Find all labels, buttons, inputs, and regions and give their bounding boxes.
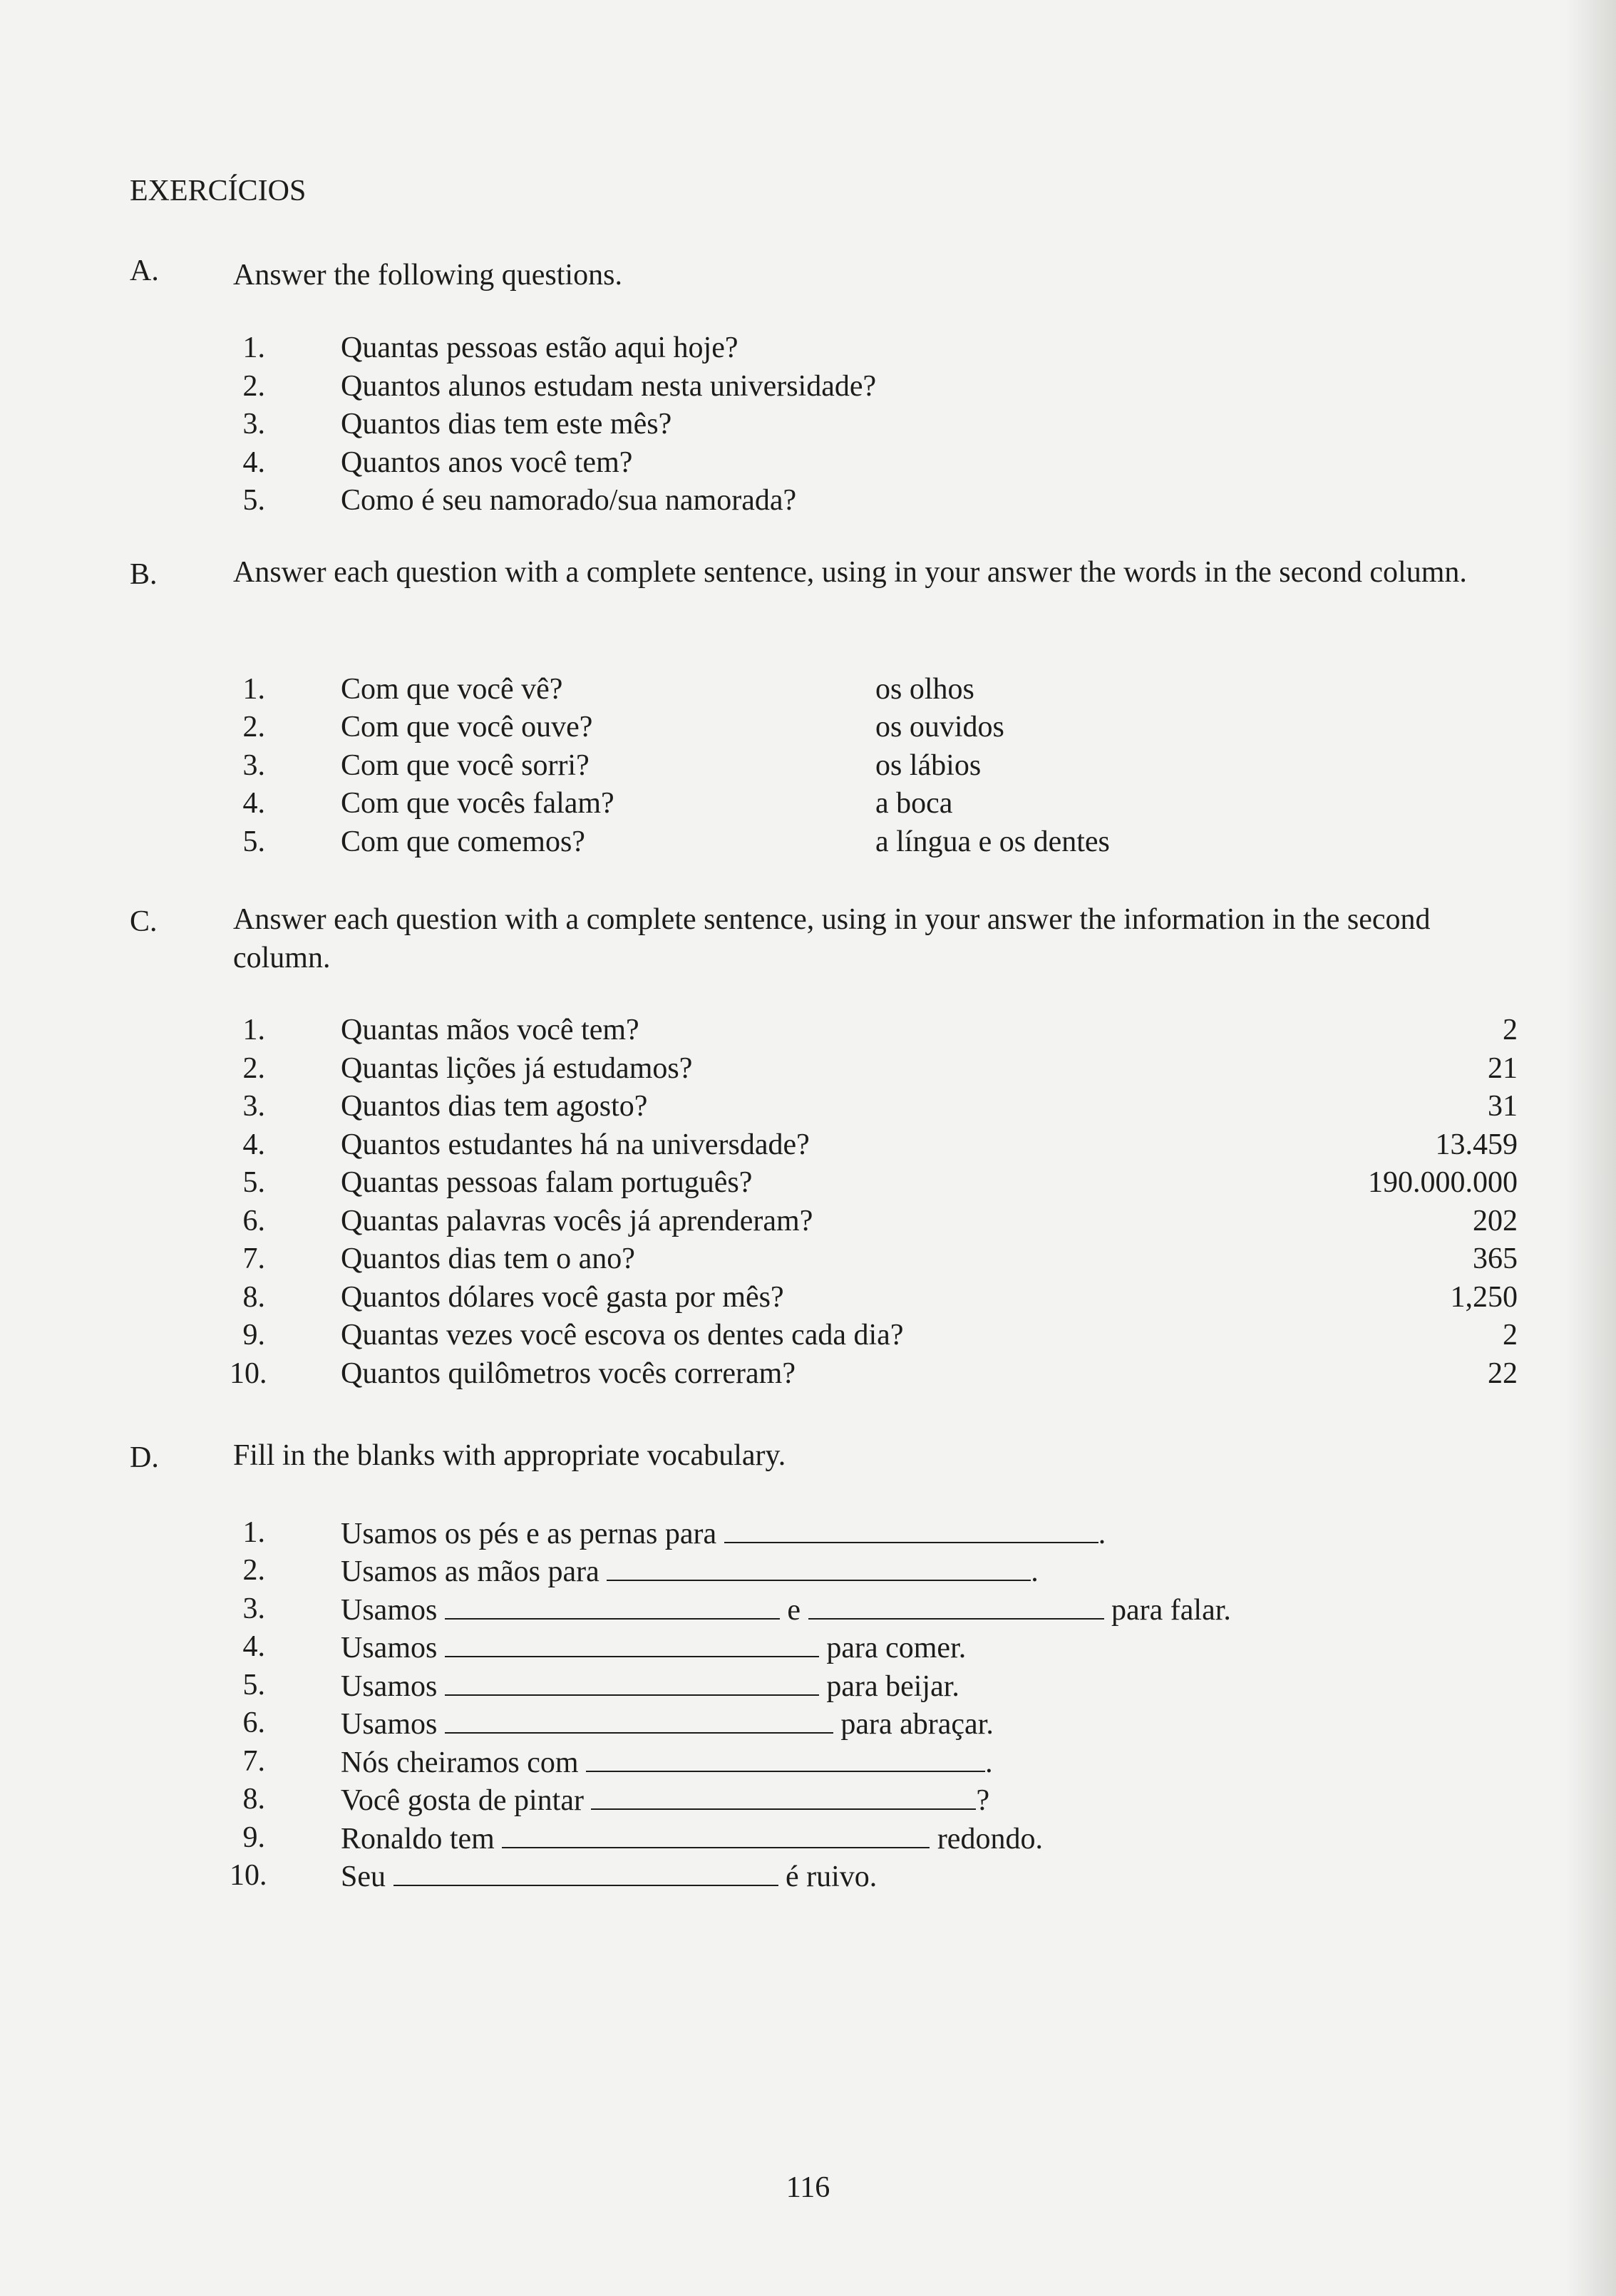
fill-blank-sentence bbox=[341, 1823, 1043, 1854]
page-title: EXERCÍCIOS bbox=[130, 175, 307, 207]
section-c-question: Quantas lições já estudamos? bbox=[341, 1052, 693, 1085]
section-b-answer: os lábios bbox=[875, 749, 982, 782]
section-d-item-number: 6. bbox=[242, 1706, 265, 1739]
section-b-question: Com que comemos? bbox=[341, 825, 585, 858]
section-b-item-number: 1. bbox=[242, 673, 265, 706]
section-c-item-number: 10. bbox=[230, 1357, 267, 1390]
sentence-start: Usamos bbox=[341, 1670, 438, 1703]
section-d-item-number: 4. bbox=[242, 1630, 265, 1663]
section-c-item-number: 3. bbox=[242, 1090, 265, 1123]
section-a-item-number: 1. bbox=[242, 331, 265, 364]
page-number: 116 bbox=[786, 2171, 830, 2204]
section-b-item-number: 5. bbox=[242, 825, 265, 858]
section-c-item-number: 8. bbox=[242, 1281, 265, 1314]
section-b-item-number: 2. bbox=[242, 711, 265, 743]
section-a-instruction: Answer the following questions. bbox=[233, 259, 622, 292]
sentence-start: Ronaldo tem bbox=[341, 1823, 495, 1855]
section-b-instruction: Answer each question with a complete sentence, using in your answer the words in the second column. bbox=[233, 556, 1467, 589]
section-c-value: 2 bbox=[1503, 1014, 1518, 1046]
section-b-item-number: 4. bbox=[242, 787, 265, 820]
answer-blank[interactable] bbox=[591, 1784, 976, 1810]
section-c-instruction: Answer each question with a complete sentence, using in your answer the information in the second column. bbox=[233, 903, 1431, 974]
fill-blank-sentence bbox=[341, 1632, 966, 1663]
section-c-question: Quantas pessoas falam português? bbox=[341, 1166, 753, 1199]
section-a-letter: A. bbox=[130, 254, 159, 287]
section-a-question: Quantas pessoas estão aqui hoje? bbox=[341, 331, 738, 364]
section-b-question: Com que vocês falam? bbox=[341, 787, 614, 820]
section-c-item-number: 1. bbox=[242, 1014, 265, 1046]
section-a-question: Como é seu namorado/sua namorada? bbox=[341, 484, 797, 517]
fill-blank-sentence bbox=[341, 1670, 959, 1702]
section-b-answer: os ouvidos bbox=[875, 711, 1004, 743]
fill-blank-sentence bbox=[341, 1784, 989, 1816]
sentence-start: Nós cheiramos com bbox=[341, 1746, 579, 1779]
section-a-item-number: 5. bbox=[242, 484, 265, 517]
section-d-item-number: 9. bbox=[242, 1821, 265, 1854]
section-d-item-number: 1. bbox=[242, 1516, 265, 1549]
section-c-value: 22 bbox=[1488, 1357, 1518, 1390]
section-b-answer: os olhos bbox=[875, 673, 974, 706]
sentence-start: Usamos bbox=[341, 1594, 438, 1627]
section-c-item-number: 9. bbox=[242, 1319, 265, 1352]
answer-blank[interactable] bbox=[393, 1860, 778, 1886]
sentence-end: para beijar. bbox=[826, 1670, 959, 1703]
fill-blank-sentence bbox=[341, 1594, 1231, 1625]
fill-blank-sentence bbox=[341, 1708, 994, 1739]
sentence-start: Seu bbox=[341, 1860, 386, 1893]
answer-blank[interactable] bbox=[445, 1670, 819, 1696]
fill-blank-sentence bbox=[341, 1860, 877, 1892]
sentence-end: para comer. bbox=[826, 1632, 967, 1664]
section-a-question: Quantos anos você tem? bbox=[341, 446, 633, 479]
fill-blank-sentence bbox=[341, 1746, 993, 1778]
section-b-item-number: 3. bbox=[242, 749, 265, 782]
section-c-letter: C. bbox=[130, 905, 158, 938]
sentence-middle: e bbox=[787, 1594, 801, 1627]
sentence-start: Você gosta de pintar bbox=[341, 1784, 584, 1817]
sentence-start: Usamos os pés e as pernas para bbox=[341, 1518, 717, 1550]
section-c-value: 2 bbox=[1503, 1319, 1518, 1352]
section-c-item-number: 4. bbox=[242, 1128, 265, 1161]
section-b-answer: a língua e os dentes bbox=[875, 825, 1110, 858]
section-c-question: Quantos estudantes há na universdade? bbox=[341, 1128, 810, 1161]
section-c-question: Quantos dias tem agosto? bbox=[341, 1090, 648, 1123]
fill-blank-sentence bbox=[341, 1518, 1106, 1549]
section-c-value: 21 bbox=[1488, 1052, 1518, 1085]
answer-blank[interactable] bbox=[808, 1594, 1104, 1620]
section-d-item-number: 7. bbox=[242, 1745, 265, 1778]
section-c-question: Quantas mãos você tem? bbox=[341, 1014, 639, 1046]
section-c-value: 202 bbox=[1473, 1205, 1518, 1237]
answer-blank[interactable] bbox=[607, 1555, 1031, 1581]
section-a-question: Quantos alunos estudam nesta universidade? bbox=[341, 370, 877, 403]
section-d-item-number: 10. bbox=[230, 1859, 267, 1892]
page-edge-shadow bbox=[1566, 0, 1616, 2296]
section-c-value: 190.000.000 bbox=[1368, 1166, 1518, 1199]
fill-blank-sentence bbox=[341, 1555, 1039, 1587]
answer-blank[interactable] bbox=[445, 1632, 819, 1657]
section-a-item-number: 3. bbox=[242, 408, 265, 441]
section-c-value: 1,250 bbox=[1450, 1281, 1518, 1314]
section-c-value: 13.459 bbox=[1435, 1128, 1518, 1161]
answer-blank[interactable] bbox=[586, 1746, 985, 1772]
answer-blank[interactable] bbox=[445, 1594, 780, 1620]
section-d-letter: D. bbox=[130, 1441, 159, 1474]
section-a-item-number: 2. bbox=[242, 370, 265, 403]
section-c-value: 365 bbox=[1473, 1242, 1518, 1275]
section-c-item-number: 2. bbox=[242, 1052, 265, 1085]
section-b-answer: a boca bbox=[875, 787, 953, 820]
sentence-end: para abraçar. bbox=[840, 1708, 994, 1741]
section-d-item-number: 2. bbox=[242, 1554, 265, 1587]
section-b-question: Com que você ouve? bbox=[341, 711, 593, 743]
sentence-start: Usamos as mãos para bbox=[341, 1555, 599, 1588]
section-c-question: Quantas vezes você escova os dentes cada dia? bbox=[341, 1319, 904, 1352]
section-a-question: Quantos dias tem este mês? bbox=[341, 408, 672, 441]
sentence-end: ? bbox=[976, 1784, 990, 1817]
answer-blank[interactable] bbox=[724, 1518, 1098, 1543]
sentence-start: Usamos bbox=[341, 1632, 438, 1664]
section-c-item-number: 5. bbox=[242, 1166, 265, 1199]
sentence-end: para falar. bbox=[1111, 1594, 1231, 1627]
section-c-question: Quantos quilômetros vocês correram? bbox=[341, 1357, 796, 1390]
section-b-question: Com que você vê? bbox=[341, 673, 563, 706]
section-c-question: Quantos dólares você gasta por mês? bbox=[341, 1281, 784, 1314]
section-d-item-number: 5. bbox=[242, 1669, 265, 1702]
section-c-item-number: 7. bbox=[242, 1242, 265, 1275]
section-c-question: Quantos dias tem o ano? bbox=[341, 1242, 635, 1275]
sentence-start: Usamos bbox=[341, 1708, 438, 1741]
answer-blank[interactable] bbox=[502, 1823, 930, 1848]
section-b-letter: B. bbox=[130, 558, 158, 591]
sentence-end: . bbox=[1098, 1518, 1106, 1550]
section-a-item-number: 4. bbox=[242, 446, 265, 479]
section-d-item-number: 8. bbox=[242, 1783, 265, 1816]
sentence-end: é ruivo. bbox=[786, 1860, 878, 1893]
answer-blank[interactable] bbox=[445, 1708, 833, 1734]
section-c-value: 31 bbox=[1488, 1090, 1518, 1123]
sentence-end: redondo. bbox=[937, 1823, 1043, 1855]
section-c-question: Quantas palavras vocês já aprenderam? bbox=[341, 1205, 813, 1237]
sentence-end: . bbox=[985, 1746, 993, 1779]
sentence-end: . bbox=[1031, 1555, 1039, 1588]
section-c-item-number: 6. bbox=[242, 1205, 265, 1237]
section-d-item-number: 3. bbox=[242, 1592, 265, 1625]
section-b-question: Com que você sorri? bbox=[341, 749, 590, 782]
section-d-instruction: Fill in the blanks with appropriate vocabulary. bbox=[233, 1439, 786, 1472]
